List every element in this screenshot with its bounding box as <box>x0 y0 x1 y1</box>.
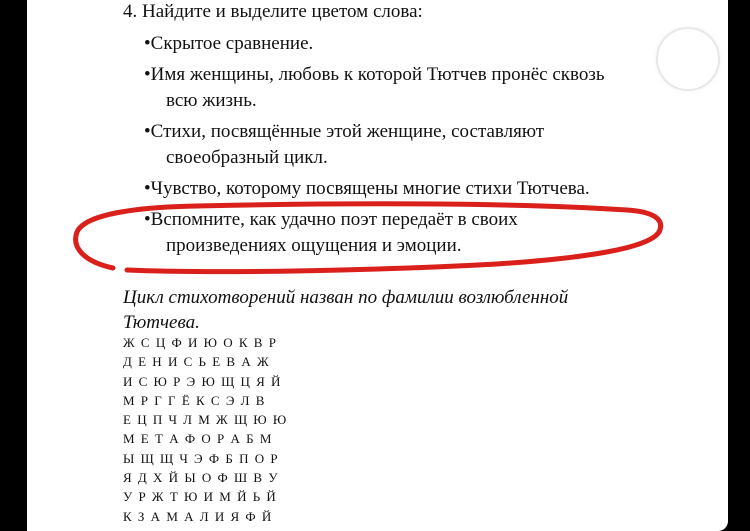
hint-line: Цикл стихотворений назван по фамилии возлюбленной <box>123 287 569 308</box>
grid-row: Д Е Н И С Ь Е В А Ж <box>123 354 271 370</box>
list-item: •Скрытое сравнение. <box>144 33 314 54</box>
grid-row: К З А М А Л И Я Ф Й <box>123 508 273 524</box>
word-search-grid <box>123 333 288 526</box>
list-item-continuation: всю жизнь. <box>166 90 257 111</box>
list-item-continuation: произведениях ощущения и эмоции. <box>166 235 462 256</box>
hint-line: Тютчева. <box>123 312 200 333</box>
grid-row: У Р Ж Т Ю И М Й Ь Й <box>123 489 278 505</box>
list-item-text: Вспомните, как удачно поэт передаёт в своих <box>150 209 518 230</box>
grid-row: И С Ю Р Э Ю Щ Ц Я Й <box>123 373 282 389</box>
list-item-continuation: своеобразный цикл. <box>166 147 328 168</box>
worksheet-page <box>27 0 728 531</box>
grid-row: Ж С Ц Ф И Ю О К В Р <box>123 335 278 350</box>
grid-row: Я Д Х Й Ы О Ф Ш В У <box>123 470 280 486</box>
list-item-text: Имя женщины, любовь к которой Тютчев пронёс сквозь <box>150 64 605 85</box>
list-item-text: Скрытое сравнение. <box>150 33 314 54</box>
grid-row: М Р Г Г Ё К С Э Л В <box>123 392 266 408</box>
grid-row: М Е Т А Ф О Р А Б М <box>123 431 273 447</box>
list-item-highlighted: •Вспомните, как удачно поэт передаёт в своих <box>144 209 518 230</box>
list-item: •Стихи, посвящённые этой женщине, составляют <box>144 121 545 142</box>
assistive-touch-button[interactable] <box>656 27 720 91</box>
list-item-text: Чувство, которому посвящены многие стихи Тютчева. <box>150 178 590 199</box>
task-title: 4. Найдите и выделите цветом слова: <box>123 1 423 22</box>
grid-row: Е Ц П Ч Л М Ж Щ Ю Ю <box>123 412 288 428</box>
list-item-text: Стихи, посвящённые этой женщине, составляют <box>150 121 545 142</box>
grid-row: Ы Щ Щ Ч Э Ф Б П О Р <box>123 450 280 466</box>
list-item: •Имя женщины, любовь к которой Тютчев пронёс сквозь <box>144 64 605 85</box>
list-item: •Чувство, которому посвящены многие стихи Тютчева. <box>144 178 590 199</box>
